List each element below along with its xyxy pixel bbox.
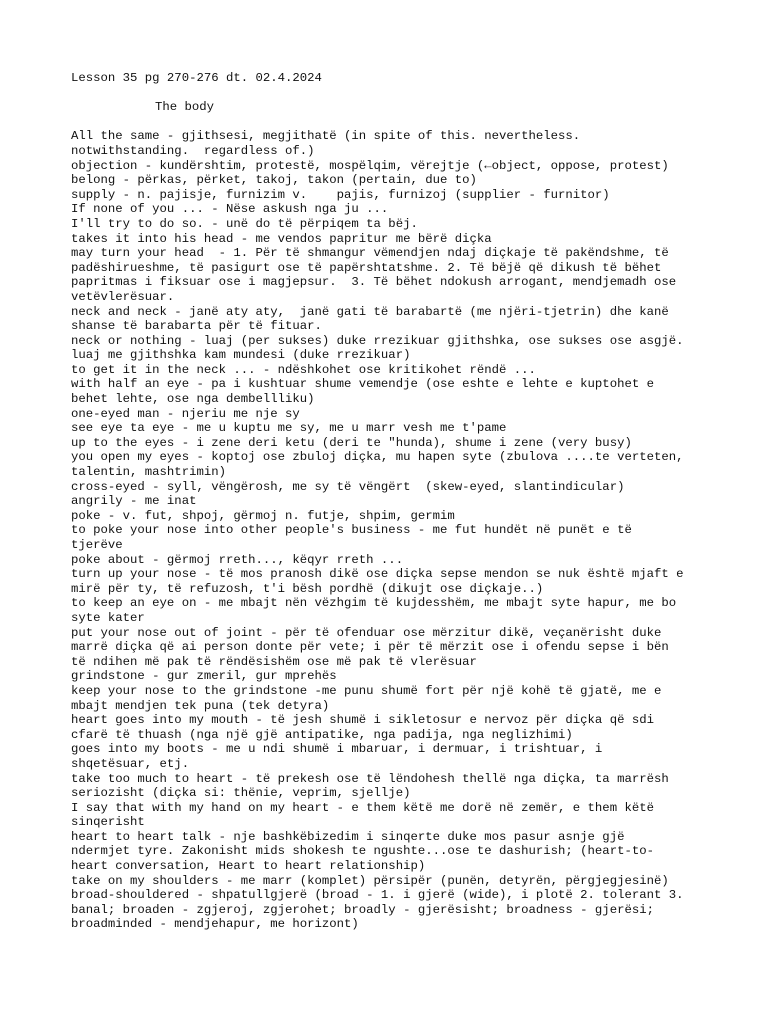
document-title: The body <box>155 100 215 115</box>
vocabulary-entry: to poke your nose into other people's business - me fut hundët në punët e të tjerëve <box>71 523 632 552</box>
document-page <box>71 71 711 932</box>
vocabulary-entry: supply - n. pajisje, furnizim v. pajis, furnizoj (supplier - furnitor) <box>71 187 610 202</box>
vocabulary-entry: If none of you ... - Nëse askush nga ju ... <box>71 202 389 217</box>
vocabulary-entry: neck or nothing - luaj (per sukses) duke rrezikuar gjithshka, ose sukses ose asgjë. luaj me gjithshka kam mundesi (duke rrezikuar) <box>71 333 684 363</box>
vocabulary-entry: takes it into his head - me vendos papritur me bërë diçka <box>71 231 492 246</box>
vocabulary-entry: neck and neck - janë aty aty, janë gati të barabartë (me njëri-tjetrin) dhe kanë shanse të barabarta për të fituar. <box>71 304 669 334</box>
vocabulary-entry: poke about - gërmoj rreth..., këqyr rreth ... <box>71 552 404 567</box>
vocabulary-entry: with half an eye - pa i kushtuar shume vemendje (ose eshte e lehte e kuptohet e behet lehte, ose nga dembellliku) <box>71 377 654 407</box>
vocabulary-entry: one-eyed man - njeriu me nje sy <box>71 406 300 421</box>
vocabulary-entry: to keep an eye on - me mbajt nën vëzhgim të kujdesshëm, me mbajt syte hapur, me bo syte kater <box>71 596 677 625</box>
vocabulary-entry: All the same - gjithsesi, megjithatë (in spite of this. nevertheless. notwithstanding. regardless of.) <box>71 129 581 158</box>
vocabulary-entry: turn up your nose - të mos pranosh dikë ose diçka sepse mendon se nuk është mjaft e mirë për ty, të refuzosh, t'i bësh pordhë (dikujt ose diçkaje..) <box>71 567 684 596</box>
vocabulary-entry: up to the eyes - i zene deri ketu (deri te "hunda), shume i zene (very busy) <box>71 435 632 450</box>
vocabulary-entry: may turn your head - 1. Për të shmangur vëmendjen ndaj diçkaje të pakëndshme, të padëshirueshme, të pasigurt ose të papërshtatshme. 2. Të bëjë që dikush të bëhet papritmas i fiksuar ose i magjepsur. 3. Të bëhet ndokush arrogant, mendjemadh ose vetëvlerësuar. <box>71 246 677 304</box>
vocabulary-entry: objection - kundërshtim, protestë, mospëlqim, vërejtje (←object, oppose, protest) <box>71 158 669 173</box>
vocabulary-entry: grindstone - gur zmeril, gur mprehës <box>71 669 337 684</box>
vocabulary-entry: cross-eyed - syll, vëngërosh, me sy të vëngërt (skew-eyed, slantindicular) <box>71 479 625 494</box>
vocabulary-entry: take too much to heart - të prekesh ose të lëndohesh thellë nga diçka, ta marrësh seriozisht (diçka si: thënie, veprim, sjellje) <box>71 771 669 801</box>
vocabulary-entry: broad-shouldered - shpatullgjerë (broad - 1. i gjerë (wide), i plotë 2. tolerant 3. banal; broaden - zgjeroj, zgjerohet; broadly - gjerësisht; broadness - gjerësi; broadminded - mendjehapur, me horizont) <box>71 888 684 932</box>
vocabulary-entry: angrily - me inat <box>71 494 197 509</box>
vocabulary-entry: heart goes into my mouth - të jesh shumë i sikletosur e nervoz për diçka që sdi cfarë të thuash (nga një gjë antipatike, nga padija, nga neglizhimi) <box>71 713 654 742</box>
vocabulary-entry: take on my shoulders - me marr (komplet) përsipër (punën, detyrën, përgjegjesinë) <box>71 873 669 888</box>
vocabulary-entry: keep your nose to the grindstone -me punu shumë fort për një kohë të gjatë, me e mbajt mendjen tek puna (tek detyra) <box>71 683 662 713</box>
vocabulary-entry: I say that with my hand on my heart - e them këtë me dorë në zemër, e them këtë sinqerisht <box>71 800 654 830</box>
vocabulary-entry: poke - v. fut, shpoj, gërmoj n. futje, shpim, germim <box>71 508 455 523</box>
vocabulary-entry: you open my eyes - koptoj ose zbuloj diçka, mu hapen syte (zbulova ....te verteten, talentin, mashtrimin) <box>71 450 684 480</box>
vocabulary-entry: to get it in the neck ... - ndëshkohet ose kritikohet rëndë ... <box>71 362 536 377</box>
vocabulary-entry: I'll try to do so. - unë do të përpiqem ta bëj. <box>71 216 418 231</box>
vocabulary-entry: goes into my boots - me u ndi shumë i mbaruar, i dermuar, i trishtuar, i shqetësuar, etj. <box>71 742 603 771</box>
lesson-header: Lesson 35 pg 270-276 dt. 02.4.2024 <box>71 71 322 85</box>
vocabulary-list <box>71 129 711 932</box>
vocabulary-entry: see eye ta eye - me u kuptu me sy, me u marr vesh me t'pame <box>71 421 507 436</box>
vocabulary-entry: belong - përkas, përket, takoj, takon (pertain, due to) <box>71 173 477 188</box>
vocabulary-entry: heart to heart talk - nje bashkëbizedim i sinqerte duke mos pasur asnje gjë ndermjet tyre. Zakonisht mids shokesh te ngushte...ose te dashurish; (heart-to- heart conversation, Heart to heart relationship) <box>71 829 654 874</box>
vocabulary-entry: put your nose out of joint - për të ofenduar ose mërzitur dikë, veçanërisht duke marrë diçka që ai person donte për vete; i për të mërzit ose i ofendu sepse i bën të ndihen më pak të rëndësishëm ose më pak të vlerësuar <box>71 625 669 669</box>
